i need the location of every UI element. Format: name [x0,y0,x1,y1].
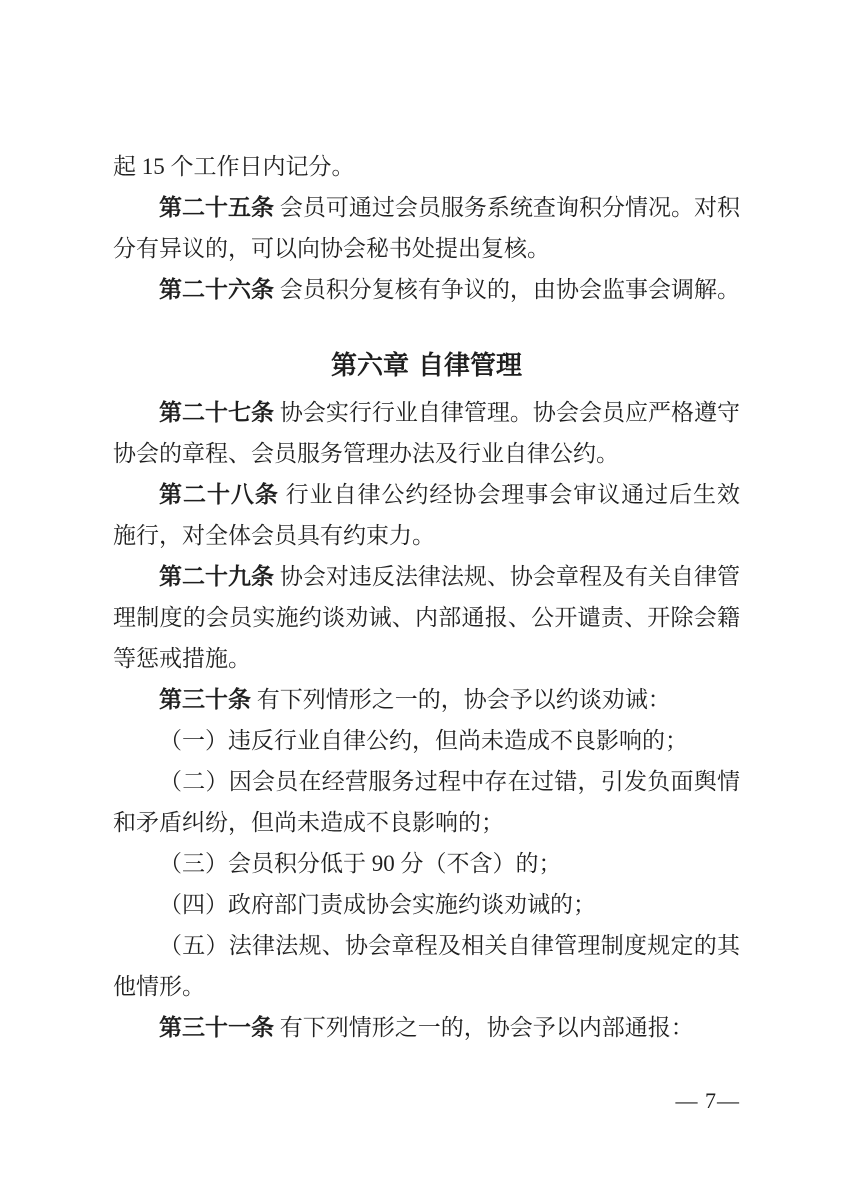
text-line [113,228,740,269]
line-text: 理制度的会员实施约谈劝诫、内部通报、公开谴责、开除会籍 [113,605,740,630]
text-line [113,146,740,187]
text-line [113,187,740,228]
line-text: 等惩戒措施。 [113,646,251,671]
line-text: 起 15 个工作日内记分。 [113,154,355,179]
line-text: 会员积分复核有争议的，由协会监事会调解。 [274,277,741,302]
page-footer [676,1088,741,1114]
article-number: 第二十五条 [159,195,275,220]
text-line [113,515,740,556]
text-line [113,761,740,802]
article-number: 第二十六条 [159,277,275,302]
text-line [113,1007,740,1048]
text-line [113,269,740,310]
text-line [113,474,740,515]
text-line [113,966,740,1007]
article-number: 第三十条 [159,687,251,712]
line-text: 有下列情形之一的，协会予以约谈劝诫： [251,687,671,712]
line-text: （四）政府部门责成协会实施约谈劝诫的； [159,892,596,917]
line-text: 行业自律公约经协会理事会审议通过后生效 [278,482,740,507]
text-line [113,843,740,884]
line-text: （五）法律法规、协会章程及相关自律管理制度规定的其 [159,933,740,958]
article-number: 第三十一条 [159,1015,274,1040]
text-line [113,720,740,761]
text-line [113,556,740,597]
text-line [113,392,740,433]
article-number: 第二十九条 [159,564,275,589]
chapter-heading: 第六章 自律管理 [330,351,523,381]
line-text: 和矛盾纠纷，但尚未造成不良影响的； [113,810,504,835]
line-text: 他情形。 [113,974,205,999]
text-line [113,925,740,966]
article-number: 第二十七条 [159,400,275,425]
text-line [113,597,740,638]
line-text: （一）违反行业自律公约，但尚未造成不良影响的； [159,728,688,753]
text-line [113,679,740,720]
line-text: 协会对违反法律法规、协会章程及有关自律管 [274,564,741,589]
line-text: （三）会员积分低于 90 分（不含）的； [159,851,562,876]
text-line [113,884,740,925]
line-text: 分有异议的，可以向协会秘书处提出复核。 [113,236,550,261]
line-text: （二）因会员在经营服务过程中存在过错，引发负面舆情 [159,769,740,794]
line-text: 会员可通过会员服务系统查询积分情况。对积 [274,195,741,220]
line-text: 施行，对全体会员具有约束力。 [113,523,435,548]
line-text: 协会的章程、会员服务管理办法及行业自律公约。 [113,441,619,466]
page-number: — 7— [675,1088,740,1113]
line-text: 协会实行行业自律管理。协会会员应严格遵守 [274,400,741,425]
article-number: 第二十八条 [159,482,279,507]
document-body [113,146,740,1048]
line-text: 有下列情形之一的，协会予以内部通报： [274,1015,694,1040]
text-line [113,638,740,679]
text-line [113,802,740,843]
text-line [113,433,740,474]
